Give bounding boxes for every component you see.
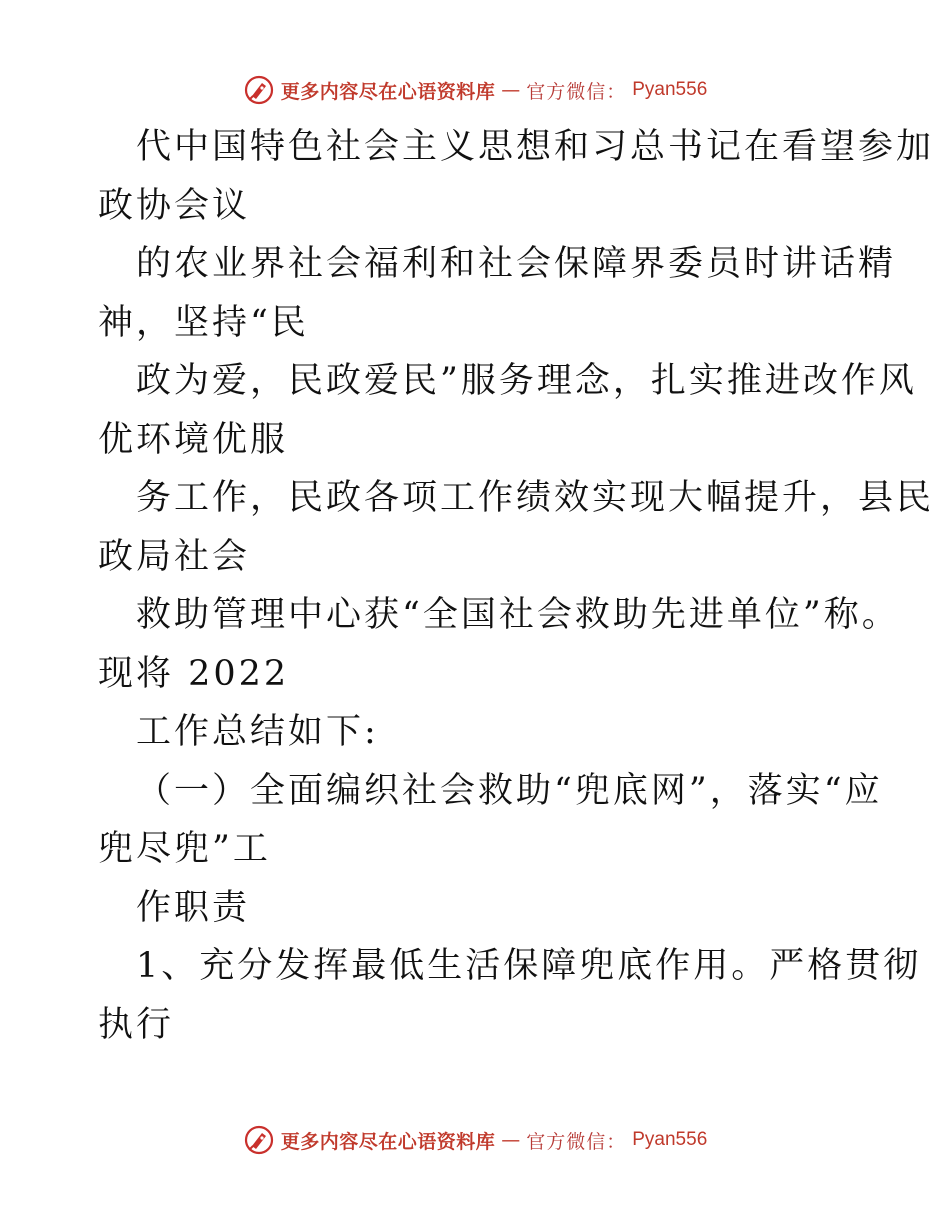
- watermark-text: 更多内容尽在心语资料库: [280, 80, 496, 103]
- pen-nib-circle-icon: [243, 1124, 275, 1156]
- text-line: 作职责: [136, 887, 251, 928]
- watermark-wechat-id: Pyan556: [632, 79, 708, 100]
- header-watermark: [0, 72, 950, 108]
- text-line: 兜尽兜”工: [98, 829, 271, 869]
- text-line: 执行: [98, 1004, 175, 1045]
- watermark-wechat-label: 官方微信：: [526, 1130, 627, 1153]
- watermark-wechat-label: 官方微信：: [526, 80, 627, 103]
- text-line: 现将 2022: [98, 653, 290, 694]
- footer-watermark: [0, 1122, 950, 1158]
- watermark-text: 更多内容尽在心语资料库: [280, 1130, 496, 1153]
- text-line: 优环境优服: [98, 419, 289, 460]
- document-body: [98, 118, 935, 1054]
- pen-nib-circle-icon: [243, 74, 275, 106]
- section-heading: （一）全面编织社会救助“兜底网”，落实“应: [136, 770, 883, 811]
- watermark-separator: —: [501, 79, 521, 101]
- text-line: 救助管理中心获“全国社会救助先进单位”称。: [136, 595, 900, 635]
- watermark-separator: —: [501, 1129, 521, 1151]
- text-line: 政协会议: [98, 185, 251, 226]
- text-line: 务工作，民政各项工作绩效实现大幅提升，县民: [136, 478, 935, 518]
- text-line: 代中国特色社会主义思想和习总书记在看望参加: [136, 127, 935, 167]
- numbered-item: 1、充分发挥最低生活保障兜底作用。严格贯彻: [136, 946, 922, 986]
- watermark-wechat-id: Pyan556: [632, 1129, 708, 1150]
- text-line: 政为爱，民政爱民”服务理念，扎实推进改作风: [136, 361, 917, 401]
- text-line: 政局社会: [98, 536, 251, 577]
- text-line: 的农业界社会福利和社会保障界委员时讲话精: [136, 244, 897, 284]
- text-line: 神，坚持“民: [98, 302, 309, 343]
- text-line: 工作总结如下:: [136, 712, 379, 752]
